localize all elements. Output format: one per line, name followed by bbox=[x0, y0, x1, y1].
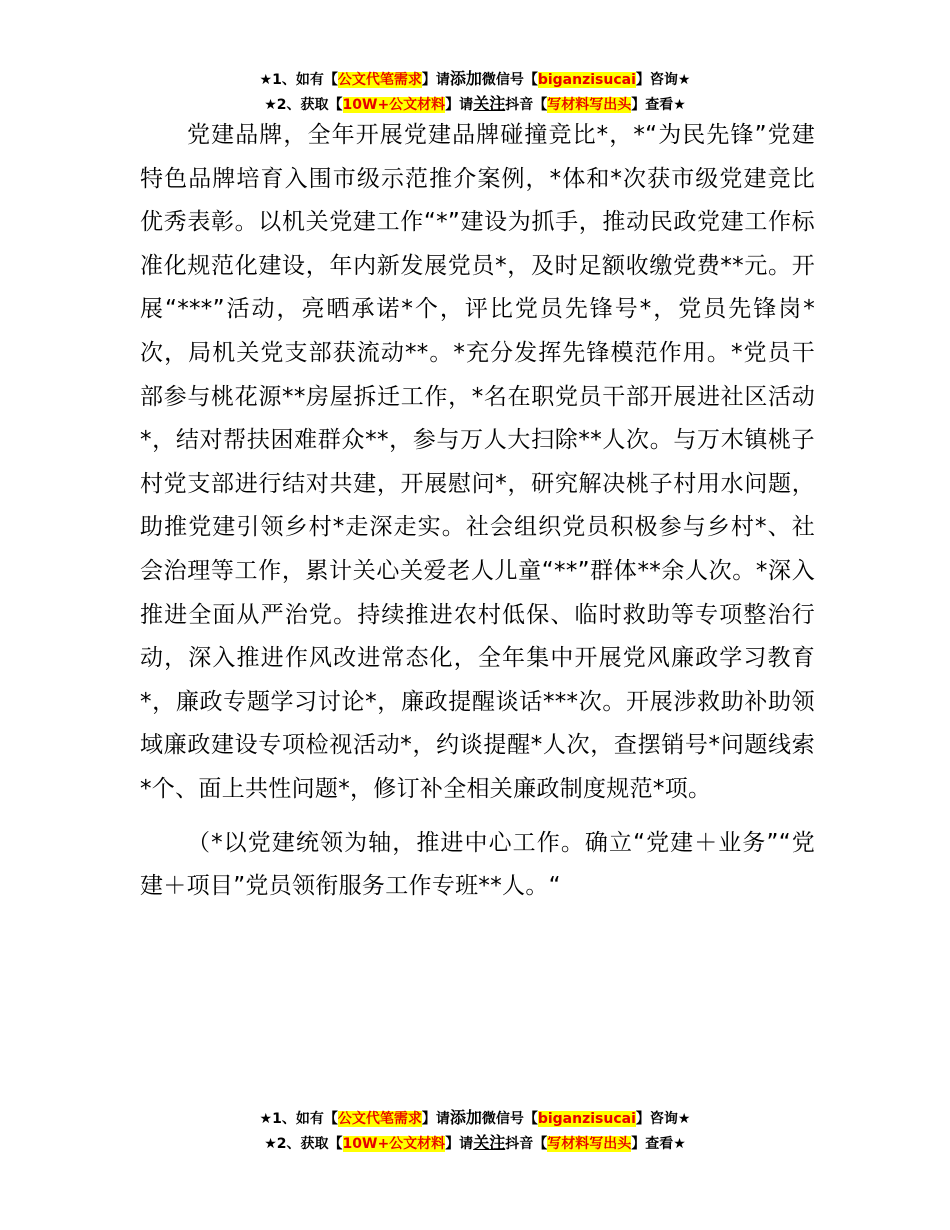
header-highlight-service: 公文代笔需求 bbox=[337, 72, 422, 88]
footer-line-2-suffix: 】查看★ bbox=[631, 1136, 686, 1152]
footer-line-1-mid2: 微信号【 bbox=[481, 1111, 538, 1127]
footer-line-2-mid: 】请 bbox=[445, 1136, 474, 1152]
header-highlight-douyin: 写材料写出头 bbox=[547, 97, 632, 113]
header-banner bbox=[0, 67, 950, 117]
header-line-1 bbox=[0, 67, 950, 92]
header-line-2-suffix: 】查看★ bbox=[631, 97, 686, 113]
footer-line-2-mid2: 抖音【 bbox=[505, 1136, 548, 1152]
footer-line-1 bbox=[0, 1106, 950, 1131]
header-line-2-prefix: ★2、获取【 bbox=[264, 97, 343, 113]
footer-line-1-prefix: ★1、如有【 bbox=[259, 1111, 338, 1127]
header-line-2-mid2: 抖音【 bbox=[505, 97, 548, 113]
header-highlight-materials: 10W+公文材料 bbox=[342, 97, 446, 113]
document-body bbox=[140, 114, 815, 909]
footer-highlight-douyin: 写材料写出头 bbox=[547, 1136, 632, 1152]
footer-line-1-emphasis: 添加 bbox=[449, 1108, 482, 1127]
footer-highlight-service: 公文代笔需求 bbox=[337, 1111, 422, 1127]
header-highlight-wechat-id: biganzisucai bbox=[537, 72, 636, 88]
footer-highlight-materials: 10W+公文材料 bbox=[342, 1136, 446, 1152]
footer-line-2-prefix: ★2、获取【 bbox=[264, 1136, 343, 1152]
body-paragraph-1: 党建品牌，全年开展党建品牌碰撞竞比*，*“为民先锋”党建特色品牌培育入围市级示范推介案例，*体和*次获市级党建竞比优秀表彰。以机关党建工作“*”建设为抓手，推动民政党建工作标准化规范化建设，年内新发展党员*，及时足额收缴党费**元。开展“***”活动，亮晒承诺*个，评比党员先锋号*，党员先锋岗*次，局机关党支部获流动**。*充分发挥先锋模范作用。*党员干部参与桃花源**房屋拆迁工作，*名在职党员干部开展进社区活动*，结对帮扶困难群众**，参与万人大扫除**人次。与万木镇桃子村党支部进行结对共建，开展慰问*，研究解决桃子村用水问题，助推党建引领乡村*走深走实。社会组织党员积极参与乡村*、社会治理等工作，累计关心关爱老人儿童“**”群体**余人次。*深入推进全面从严治党。持续推进农村低保、临时救助等专项整治行动，深入推进作风改进常态化，全年集中开展党风廉政学习教育*，廉政专题学习讨论*，廉政提醒谈话***次。开展涉救助补助领域廉政建设专项检视活动*，约谈提醒*人次，查摆销号*问题线索*个、面上共性问题*，修订补全相关廉政制度规范*项。 bbox=[140, 122, 815, 802]
footer-line-2-emphasis: 关注 bbox=[473, 1133, 506, 1152]
header-line-2-mid: 】请 bbox=[445, 97, 474, 113]
footer-banner bbox=[0, 1106, 950, 1156]
header-line-1-mid2: 微信号【 bbox=[481, 72, 538, 88]
header-line-1-mid: 】请 bbox=[421, 72, 450, 88]
footer-highlight-wechat-id: biganzisucai bbox=[537, 1111, 636, 1127]
footer-line-1-suffix: 】咨询★ bbox=[635, 1111, 691, 1127]
header-line-1-suffix: 】咨询★ bbox=[635, 72, 691, 88]
header-line-2-emphasis: 关注 bbox=[473, 94, 506, 113]
header-line-1-emphasis: 添加 bbox=[449, 69, 482, 88]
header-line-1-prefix: ★1、如有【 bbox=[259, 72, 338, 88]
body-paragraph-2: （*以党建统领为轴，推进中心工作。确立“党建＋业务”“党建＋项目”党员领衔服务工作专班**人。“ bbox=[140, 829, 815, 900]
footer-line-2 bbox=[0, 1131, 950, 1156]
footer-line-1-mid: 】请 bbox=[421, 1111, 450, 1127]
